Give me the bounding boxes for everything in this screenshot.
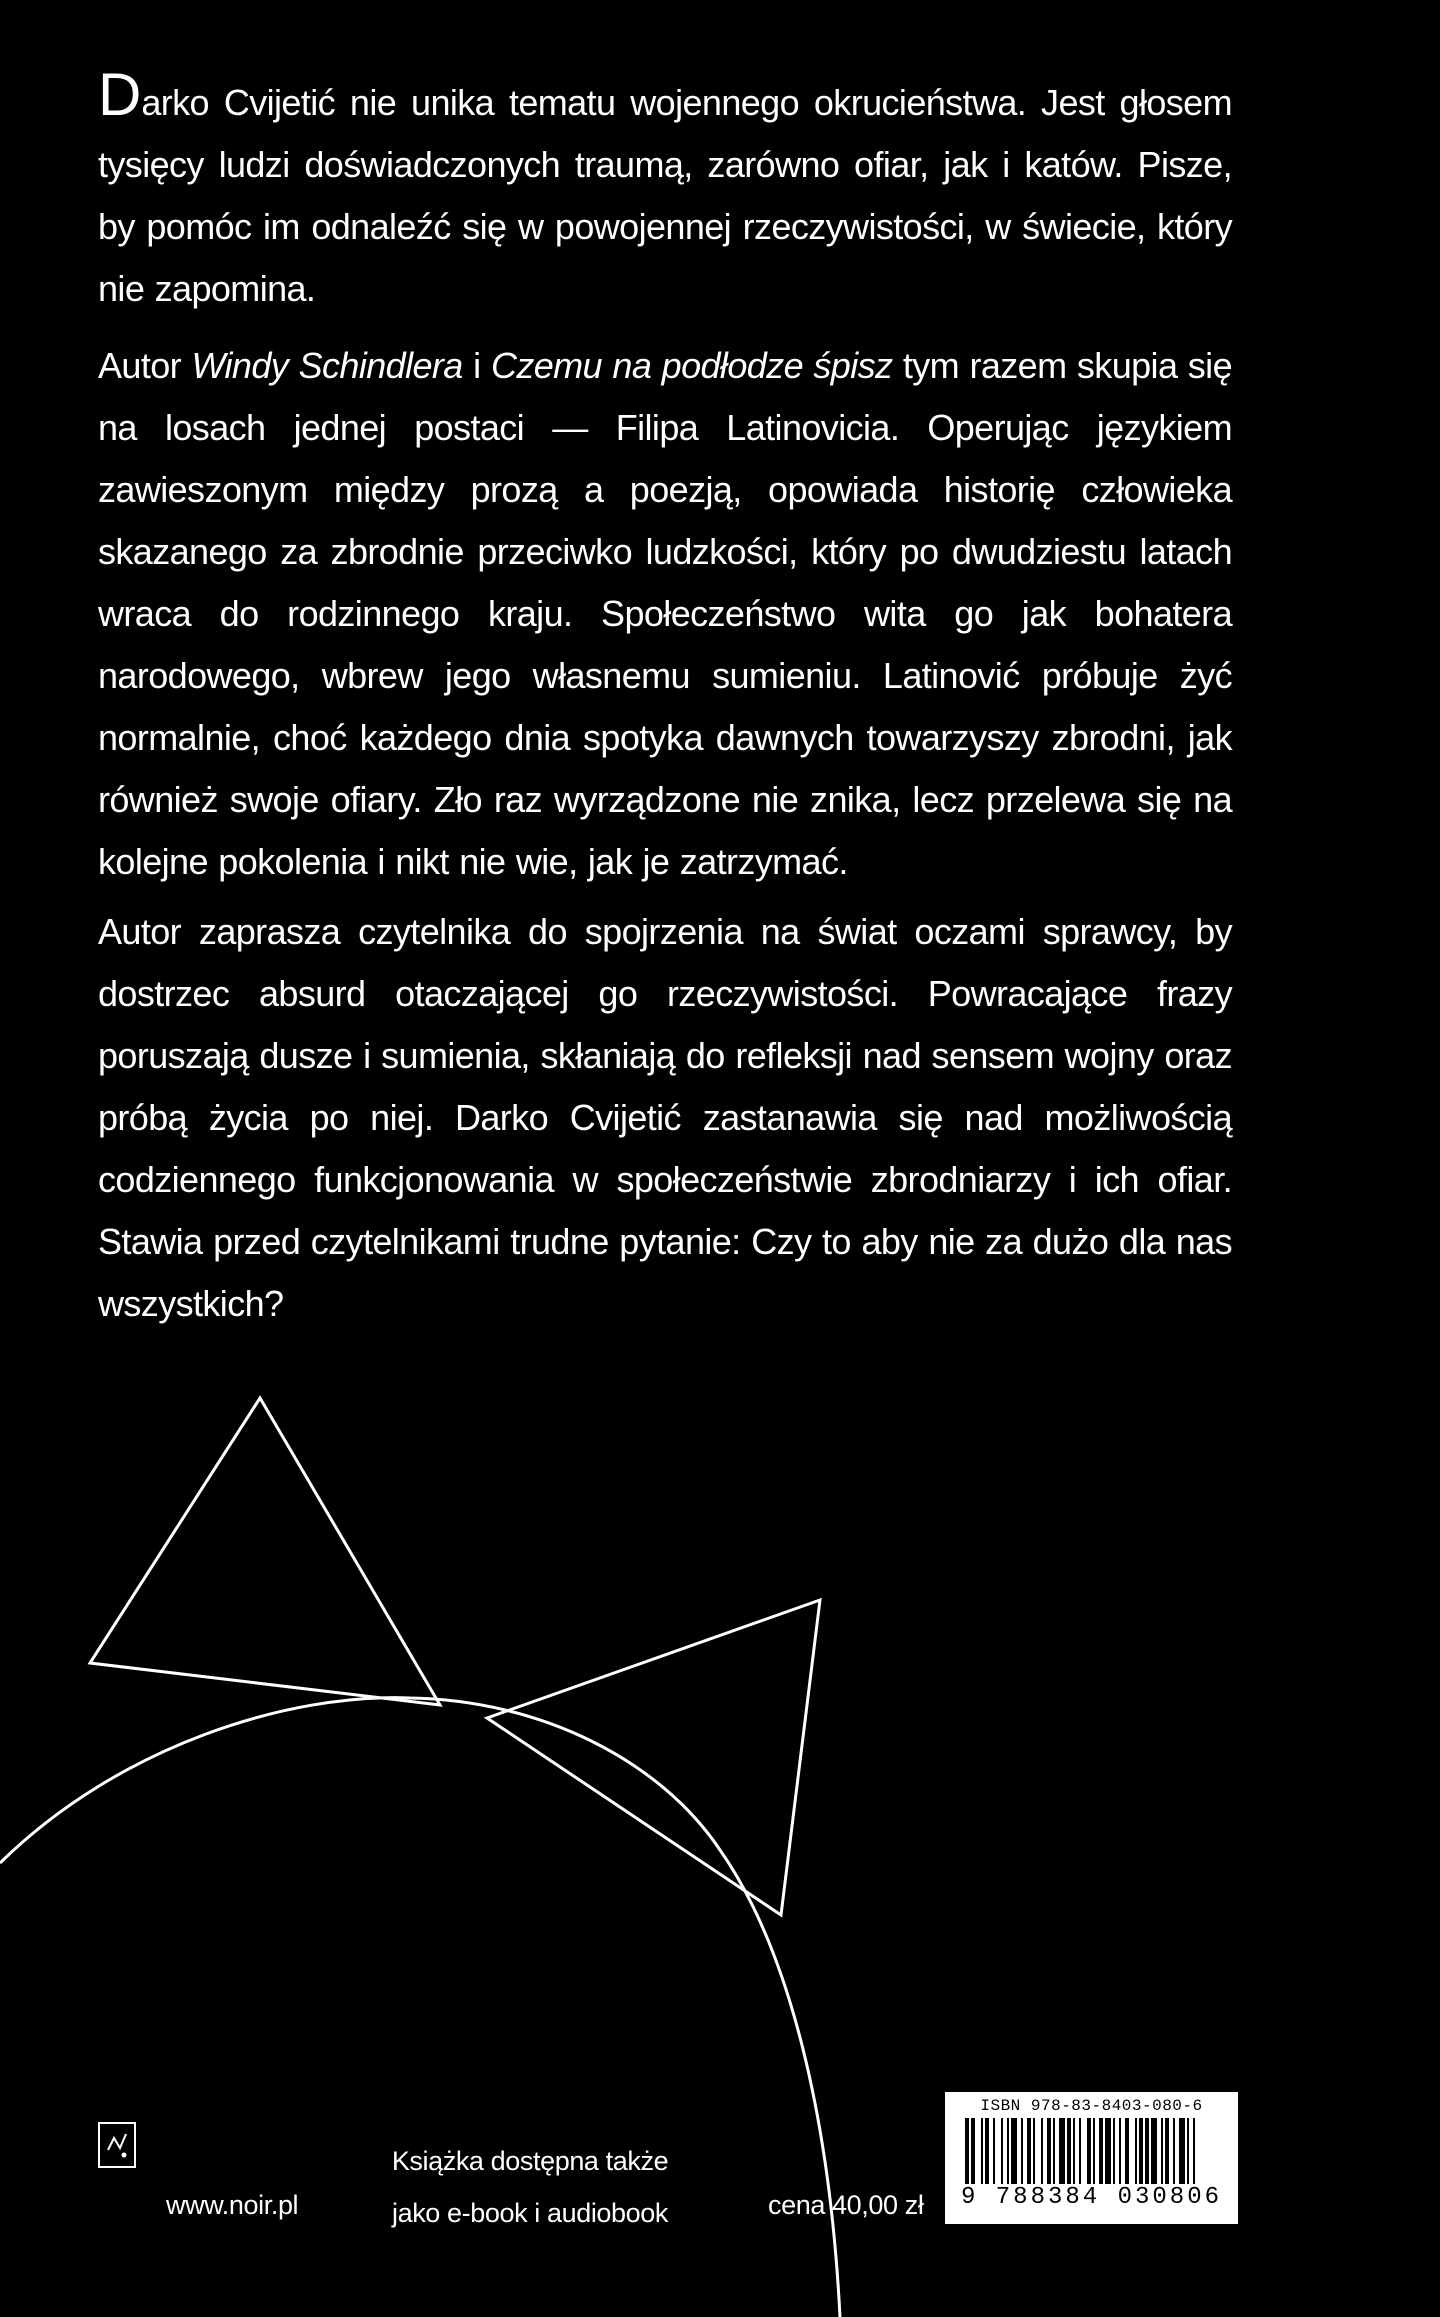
blurb-paragraph-2-text: tym razem skupia się na losach jednej postaci — Filipa Latinovicia. Operując językiem zawieszonym między prozą a poezją, opowiada historię człowieka skazanego za zbrodnie przeciwko ludzkości, który po dwudziestu latach wraca do rodzinnego kraju. Społeczeństwo wita go jak bohatera narodowego, wbrew jego własnemu sumieniu. Latinović próbuje żyć normalnie, choć każdego dnia spotyka dawnych towarzyszy zbrodni, jak również swoje ofiary. Zło raz wyrządzone nie znika, lecz przelewa się na kolejne pokolenia i nikt nie wie, jak je zatrzymać. [98,345,1233,882]
barcode-bar [1001,2118,1003,2184]
barcode-bar [1105,2118,1111,2184]
barcode-bar [1161,2118,1163,2184]
barcode-bar [1027,2118,1031,2184]
barcode-bar [1021,2118,1023,2184]
barcode-bar [1047,2118,1051,2184]
availability-note [385,2135,675,2239]
barcode-bars [965,2118,1218,2184]
barcode-bar [1135,2118,1137,2184]
barcode-bar [1193,2118,1195,2184]
book-title-windy-schindlera: Windy Schindlera [191,345,463,386]
barcode-bar [1187,2118,1189,2184]
barcode-bar [1165,2118,1169,2184]
barcode-bar [985,2118,989,2184]
barcode-bar [1033,2118,1035,2184]
blurb-paragraph-2-intro: Autor [98,345,192,386]
barcode-bar [1113,2118,1115,2184]
book-title-czemu-na-podlodze-spisz: Czemu na podłodze śpisz [490,345,893,386]
availability-line-2: jako e-book i audiobook [391,2198,668,2228]
noir-logo-icon [100,2124,134,2166]
barcode-bar [1145,2118,1149,2184]
publisher-website: www.noir.pl [166,2190,299,2220]
barcode-bar [1087,2118,1091,2184]
barcode-bar [1007,2118,1009,2184]
barcode-bar [1119,2118,1121,2184]
barcode-bar [965,2118,969,2184]
blurb-paragraph-1-text: arko Cvijetić nie unika tematu wojennego okrucieństwa. Jest głosem tysięcy ludzi doświadczonych traumą, zarówno ofiar, jak i katów. Pisze, by pomóc im odnaleźć się w powojennej rzeczywistości, w świecie, który nie zapomina. [98,82,1232,309]
blurb-paragraph-3: Autor zaprasza czytelnika do spojrzenia na świat oczami sprawcy, by dostrzec absurd otaczającej go rzeczywistości. Powracające frazy poruszają dusze i sumienia, skłaniają do refleksji nad sensem wojny oraz próbą życia po niej. Darko Cvijetić zastanawia się nad możliwością codziennego funkcjonowania w społeczeństwie zbrodniarzy i ich ofiar. Stawia przed czytelnikami trudne pytanie: Czy to aby nie za dużo dla nas wszystkich? [98,911,1232,1324]
right-triangle-shape [487,1600,820,1915]
barcode-bar [1125,2118,1129,2184]
barcode-bar [971,2118,975,2184]
barcode-bar [1173,2118,1175,2184]
barcode-bar [1073,2118,1075,2184]
barcode-bar [1139,2118,1143,2184]
barcode-bar [1067,2118,1071,2184]
barcode-bar [1093,2118,1095,2184]
barcode-bar [1011,2118,1017,2184]
barcode-bar [1059,2118,1065,2184]
ean-digits: 9 788384 030806 [960,2184,1223,2211]
isbn-label: ISBN 978-83-8403-080-6 [980,2097,1203,2115]
barcode-bar [1179,2118,1185,2184]
drop-cap: D [98,61,142,128]
isbn-barcode [945,2092,1238,2224]
barcode-bar [1099,2118,1103,2184]
price-label: cena 40,00 zł [768,2190,924,2220]
barcode-bar [1053,2118,1055,2184]
barcode-bar [981,2118,983,2184]
blurb-paragraph-2-conjunction: i [462,345,491,386]
barcode-bar [1041,2118,1043,2184]
availability-line-1: Książka dostępna także [391,2146,669,2176]
barcode-bar [1079,2118,1081,2184]
noir-publisher-logo [98,2122,136,2168]
left-triangle-shape [90,1398,440,1705]
barcode-bar [1151,2118,1157,2184]
barcode-bar [993,2118,995,2184]
